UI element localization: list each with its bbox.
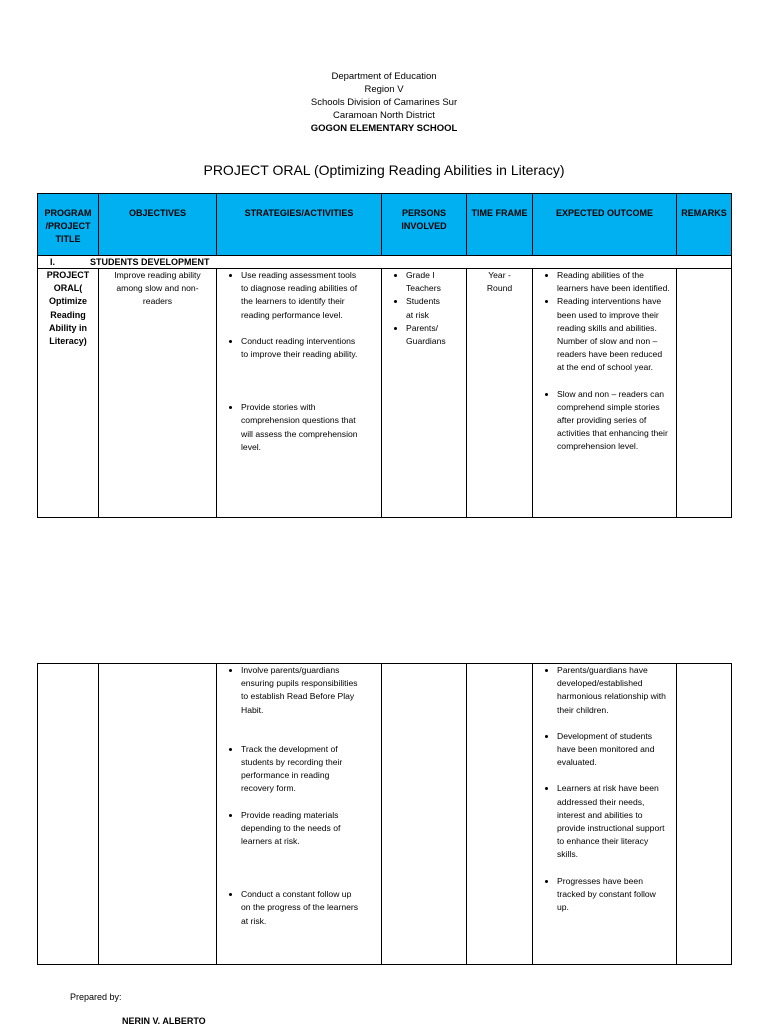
outcome-item: • Reading abilities of the learners have been identified.	[557, 269, 670, 295]
header-strategies: STRATEGIES/ACTIVITIES	[217, 194, 382, 256]
header-time-frame: TIME FRAME	[467, 194, 533, 256]
remarks-cell	[677, 269, 732, 518]
remarks-cell	[677, 664, 732, 965]
section-label: STUDENTS DEVELOPMENT	[90, 257, 210, 267]
outcome-item: • Progresses have been tracked by constant follow up.	[557, 875, 670, 915]
persons-cell	[382, 664, 467, 965]
header-remarks: REMARKS	[677, 194, 732, 256]
header-program: PROGRAM /PROJECT TITLE	[38, 194, 99, 256]
district-line: Caramoan North District	[333, 110, 435, 121]
strategy-item: • Track the development of students by recording their performance in reading recovery form.	[241, 743, 363, 796]
header-expected-outcome: EXPECTED OUTCOME	[533, 194, 677, 256]
section-number: I.	[50, 257, 56, 267]
outcomes-cell	[533, 664, 677, 965]
time-frame-cell	[467, 664, 533, 965]
strategy-item: • Provide stories with comprehension questions that will assess the comprehension level.	[241, 401, 363, 454]
division-line: Schools Division of Camarines Sur	[310, 97, 458, 108]
outcome-item: • Parents/guardians have developed/established harmonious relationship with their children.	[557, 664, 670, 717]
project-title: PROJECT ORAL (Optimizing Reading Abilities in Literacy)	[203, 162, 565, 178]
outcome-item: • Development of students have been monitored and evaluated.	[557, 730, 670, 770]
strategy-item: • Involve parents/guardians ensuring pupils responsibilities to establish Read Before Play Habit.	[241, 664, 363, 717]
prepared-by-label: Prepared by:	[70, 992, 122, 1002]
strategies-cell	[217, 269, 382, 518]
program-title-cell	[38, 664, 99, 965]
strategies-cell	[217, 664, 382, 965]
outcome-item: • Learners at risk have been addressed their needs, interest and abilities to provide instructional support to enhance their literacy skills.	[557, 782, 670, 861]
document-header	[0, 70, 768, 135]
project-plan-table	[37, 193, 732, 518]
outcomes-cell	[533, 269, 677, 518]
time-frame-cell: Year - Round	[467, 269, 533, 518]
table-row	[38, 269, 732, 518]
strategy-item: • Conduct a constant follow up on the progress of the learners at risk.	[241, 888, 363, 928]
table-row	[38, 664, 732, 965]
preparer-name: NERIN V. ALBERTO	[122, 1016, 206, 1026]
region-line: Region V	[364, 84, 404, 95]
department-line: Department of Education	[331, 71, 437, 82]
header-persons: PERSONS INVOLVED	[382, 194, 467, 256]
strategy-item: • Provide reading materials depending to the needs of learners at risk.	[241, 809, 363, 849]
outcome-item: • Reading interventions have been used to improve their reading skills and abilities. Number of slow and non – readers have been reduced at the end of school year.	[557, 295, 670, 374]
outcome-item: • Slow and non – readers can comprehend simple stories after providing series of activities that enhancing their comprehension level.	[557, 388, 670, 454]
section-row	[38, 256, 732, 269]
header-objectives: OBJECTIVES	[99, 194, 217, 256]
program-title-cell: PROJECT ORAL( Optimize Reading Ability in Literacy)	[38, 269, 99, 518]
person-item: • Grade I Teachers	[406, 269, 448, 295]
persons-cell	[382, 269, 467, 518]
strategy-item: • Use reading assessment tools to diagnose reading abilities of the learners to identify their reading performance level.	[241, 269, 363, 322]
project-plan-table-continued	[37, 663, 732, 965]
objective-cell	[99, 664, 217, 965]
person-item: • Parents/ Guardians	[406, 322, 448, 348]
person-item: • Students at risk	[406, 295, 448, 321]
objective-cell: Improve reading ability among slow and non-readers	[99, 269, 217, 518]
strategy-item: • Conduct reading interventions to improve their reading ability.	[241, 335, 363, 361]
school-name: GOGON ELEMENTARY SCHOOL	[310, 123, 458, 134]
